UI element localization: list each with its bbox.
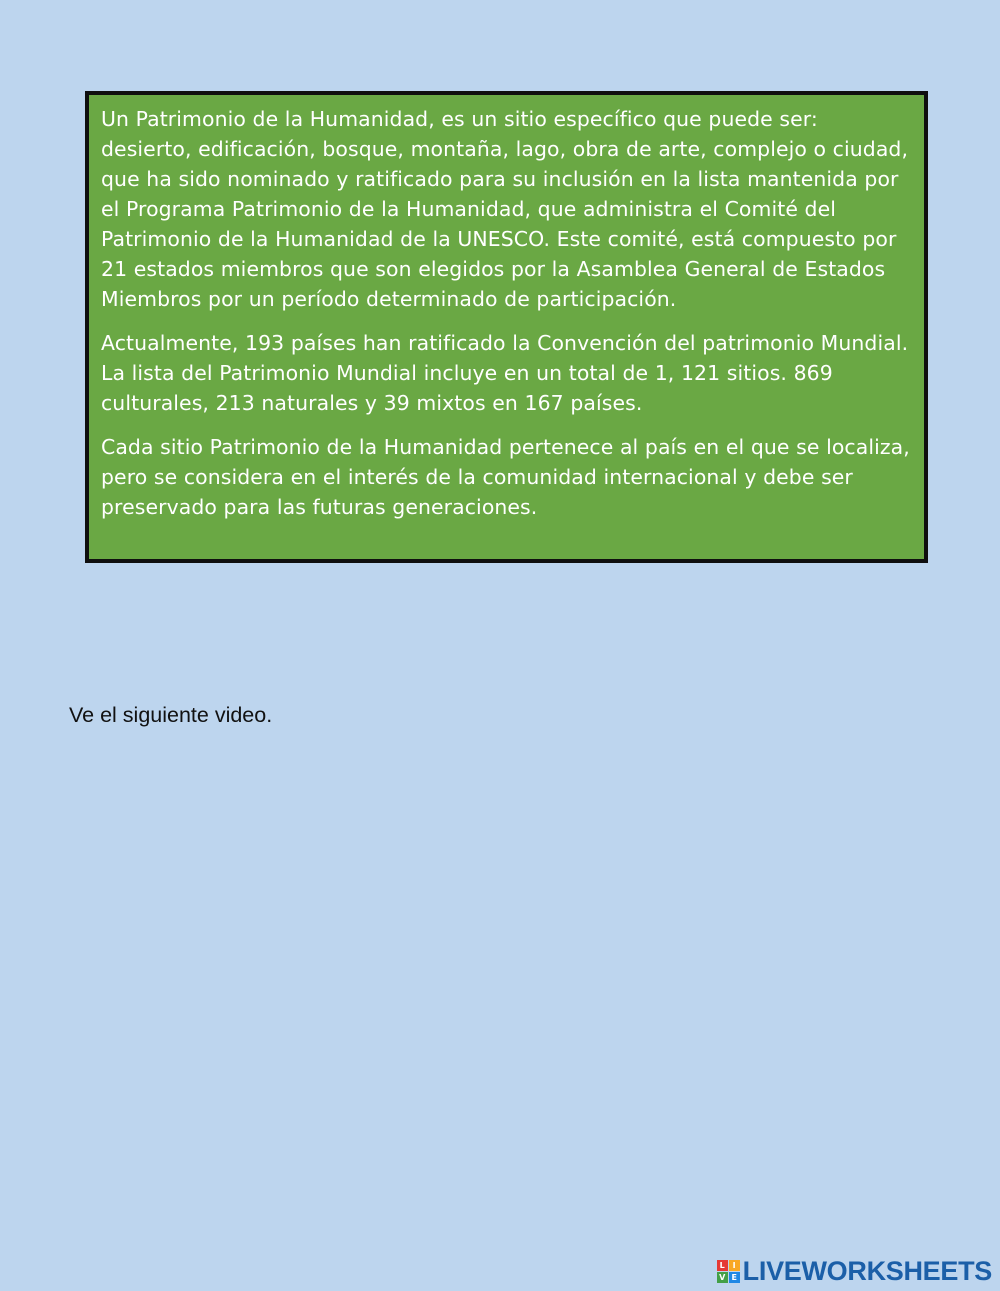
info-box [85,91,928,563]
logo-square-v: V [717,1272,728,1283]
logo-square-e: E [729,1272,740,1283]
logo-wordmark: LIVEWORKSHEETS [742,1256,992,1286]
liveworksheets-logo-icon [717,1260,740,1283]
logo-square-i: I [729,1260,740,1271]
video-instruction: Ve el siguiente video. [69,703,273,727]
info-paragraph-1: Un Patrimonio de la Humanidad, es un sitio específico que puede ser: desierto, edificación, bosque, montaña, lago, obra de arte, complejo o ciudad, que ha sido nominado y ratificado para su inclusión en la lista mantenida por el Programa Patrimonio de la Humanidad, que administra el Comité del Patrimonio de la Humanidad de la UNESCO. Este comité, está compuesto por 21 estados miembros que son elegidos por la Asamblea General de Estados Miembros por un período determinado de participación. [101,107,909,311]
liveworksheets-logo [717,1257,992,1285]
info-paragraph-2: Actualmente, 193 países han ratificado la Convención del patrimonio Mundial. La lista del Patrimonio Mundial incluye en un total de 1, 121 sitios. 869 culturales, 213 naturales y 39 mixtos en 167 países. [101,331,909,415]
info-paragraph-3: Cada sitio Patrimonio de la Humanidad pertenece al país en el que se localiza, pero se considera en el interés de la comunidad internacional y debe ser preservado para las futuras generaciones. [101,435,910,519]
logo-square-l: L [717,1260,728,1271]
